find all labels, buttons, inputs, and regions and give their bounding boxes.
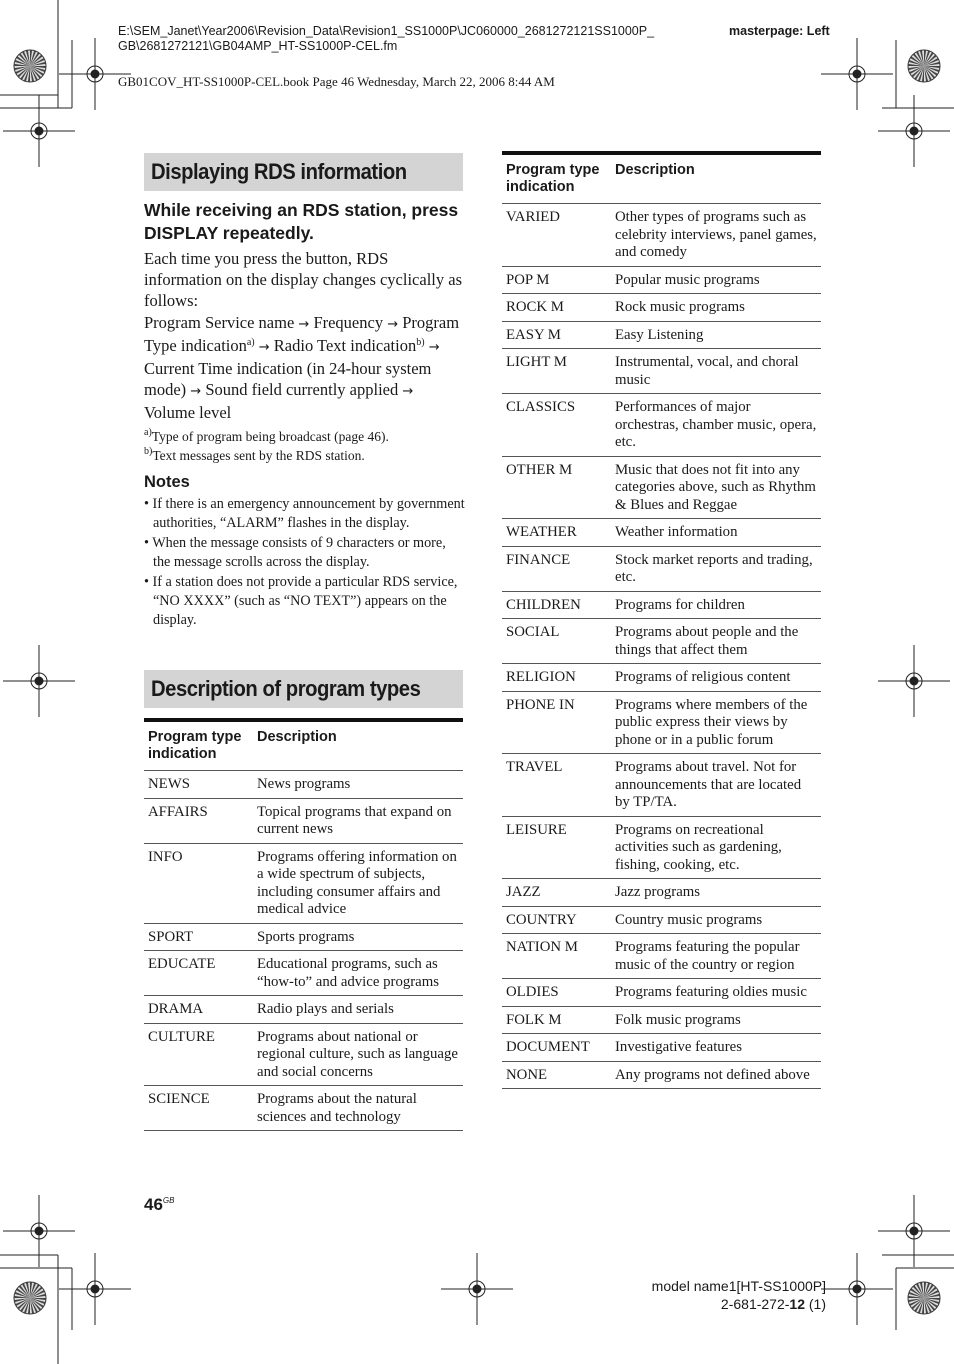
program-type-cell: CHILDREN xyxy=(502,591,611,619)
table-row xyxy=(502,294,821,322)
footnote-a xyxy=(144,427,466,446)
description-cell: Rock music programs xyxy=(611,294,821,322)
program-type-cell: PHONE IN xyxy=(502,691,611,754)
table-header-row xyxy=(144,720,463,771)
notes-list xyxy=(144,495,466,631)
description-cell: Programs about travel. Not for announcements that are located by TP/TA. xyxy=(611,754,821,817)
program-type-cell: POP M xyxy=(502,266,611,294)
file-path xyxy=(118,24,718,54)
arrow-icon: → xyxy=(387,316,399,332)
seq-item: Frequency xyxy=(313,312,384,332)
table-row xyxy=(502,519,821,547)
model-code-suffix: (1) xyxy=(805,1296,826,1312)
masterpage-label: masterpage: Left xyxy=(729,24,830,38)
table-row xyxy=(502,546,821,591)
description-cell: Programs featuring oldies music xyxy=(611,979,821,1007)
program-type-cell: NATION M xyxy=(502,934,611,979)
footnote-b xyxy=(144,446,466,465)
table-row xyxy=(502,816,821,879)
program-type-cell: LEISURE xyxy=(502,816,611,879)
description-cell: Instrumental, vocal, and choral music xyxy=(611,349,821,394)
registration-crosshair-icon xyxy=(821,38,893,110)
description-cell: Folk music programs xyxy=(611,1006,821,1034)
program-type-cell: JAZZ xyxy=(502,879,611,907)
description-cell: Popular music programs xyxy=(611,266,821,294)
model-name: model name1[HT-SS1000P] xyxy=(651,1278,826,1294)
model-code-prefix: 2-681-272- xyxy=(720,1296,790,1312)
table-row xyxy=(502,321,821,349)
footnote-text: Type of program being broadcast (page 46). xyxy=(151,428,389,444)
program-type-cell: TRAVEL xyxy=(502,754,611,817)
table-row xyxy=(502,619,821,664)
description-cell: Educational programs, such as “how-to” and advice programs xyxy=(253,951,463,996)
description-cell: Programs offering information on a wide spectrum of subjects, including consumer affairs and medical advice xyxy=(253,843,463,923)
description-cell: Programs featuring the popular music of the country or region xyxy=(611,934,821,979)
description-cell: Radio plays and serials xyxy=(253,996,463,1024)
program-types-table-right xyxy=(502,151,821,1089)
rds-intro: Each time you press the button, RDS information on the display changes cyclically as follows: xyxy=(144,249,462,311)
note-item: • If there is an emergency announcement by government authorities, “ALARM” flashes in the display. xyxy=(144,496,465,532)
program-type-cell: VARIED xyxy=(502,204,611,267)
program-type-cell: NEWS xyxy=(144,771,253,799)
table-row xyxy=(502,979,821,1007)
description-cell: Programs on recreational activities such as gardening, fishing, cooking, etc. xyxy=(611,816,821,879)
seq-item: Program Type indication xyxy=(144,312,460,355)
registration-crosshair-icon xyxy=(3,645,75,717)
table-row xyxy=(502,754,821,817)
page-number-value: 46 xyxy=(144,1195,163,1214)
note-item: • When the message consists of 9 characters or more, the message scrolls across the display. xyxy=(144,534,446,571)
table-row xyxy=(144,843,463,923)
table-row xyxy=(502,1006,821,1034)
description-cell: Programs about national or regional culture, such as language and social concerns xyxy=(253,1023,463,1086)
description-cell: News programs xyxy=(253,771,463,799)
description-cell: Programs of religious content xyxy=(611,664,821,692)
registration-crosshair-icon xyxy=(878,1195,950,1267)
table-row xyxy=(502,266,821,294)
description-cell: Other types of programs such as celebrity interviews, panel games, and comedy xyxy=(611,204,821,267)
file-path-line1: E:\SEM_Janet\Year2006\Revision_Data\Revision1_SS1000P\JC060000_2681272121SS1000P_ xyxy=(118,24,655,38)
file-path-line2: GB\2681272121\GB04AMP_HT-SS1000P-CEL.fm xyxy=(118,39,398,53)
description-cell: Programs about people and the things that affect them xyxy=(611,619,821,664)
description-cell: Jazz programs xyxy=(611,879,821,907)
table-row xyxy=(502,1034,821,1062)
table-row xyxy=(502,591,821,619)
registration-crosshair-icon xyxy=(878,95,950,167)
program-type-cell: CULTURE xyxy=(144,1023,253,1086)
arrow-icon: → xyxy=(402,384,414,400)
arrow-icon: → xyxy=(298,316,310,332)
table-row xyxy=(144,996,463,1024)
program-type-cell: ROCK M xyxy=(502,294,611,322)
arrow-icon: → xyxy=(428,339,440,355)
color-target-icon xyxy=(14,50,46,82)
description-cell: Music that does not fit into any categories above, such as Rhythm & Blues and Reggae xyxy=(611,456,821,519)
table-row xyxy=(144,771,463,799)
program-type-cell: SOCIAL xyxy=(502,619,611,664)
description-cell: Programs for children xyxy=(611,591,821,619)
footnote-mark: b) xyxy=(144,445,153,457)
description-cell: Country music programs xyxy=(611,906,821,934)
model-info xyxy=(652,1277,826,1313)
description-cell: Performances of major orchestras, chamber music, opera, etc. xyxy=(611,394,821,457)
program-type-cell: EDUCATE xyxy=(144,951,253,996)
page-number xyxy=(144,1195,174,1215)
description-cell: Investigative features xyxy=(611,1034,821,1062)
program-type-cell: OTHER M xyxy=(502,456,611,519)
col-header-description: Description xyxy=(611,153,821,204)
model-code-bold: 12 xyxy=(789,1296,805,1312)
registration-crosshair-icon xyxy=(821,1253,893,1325)
page-number-suffix: GB xyxy=(162,1196,175,1205)
program-type-cell: FINANCE xyxy=(502,546,611,591)
col-header-description: Description xyxy=(253,720,463,771)
arrow-icon: → xyxy=(258,339,270,355)
table-row xyxy=(502,394,821,457)
book-info-line: GB01COV_HT-SS1000P-CEL.book Page 46 Wednesday, March 22, 2006 8:44 AM xyxy=(118,74,555,89)
table-row xyxy=(502,349,821,394)
description-cell: Any programs not defined above xyxy=(611,1061,821,1089)
table-row xyxy=(502,691,821,754)
program-types-table-left xyxy=(144,718,463,1131)
table-row xyxy=(144,1086,463,1131)
footnote-ref: b) xyxy=(416,336,425,348)
registration-crosshair-icon xyxy=(3,95,75,167)
program-type-cell: LIGHT M xyxy=(502,349,611,394)
section-heading-rds-text: Displaying RDS information xyxy=(151,159,407,184)
program-type-cell: OLDIES xyxy=(502,979,611,1007)
notes-title: Notes xyxy=(144,473,190,491)
table-row xyxy=(144,798,463,843)
program-type-cell: INFO xyxy=(144,843,253,923)
table-row xyxy=(144,923,463,951)
registration-crosshair-icon xyxy=(59,1253,131,1325)
note-item: • If a station does not provide a particular RDS service, “NO XXXX” (such as “NO TEXT”) appears on the display. xyxy=(144,573,458,629)
program-type-cell: DOCUMENT xyxy=(502,1034,611,1062)
registration-crosshair-icon xyxy=(441,1253,513,1325)
rds-sequence xyxy=(144,312,466,424)
program-type-cell: DRAMA xyxy=(144,996,253,1024)
section-heading-rds xyxy=(144,153,463,191)
table-row xyxy=(502,204,821,267)
program-type-cell: FOLK M xyxy=(502,1006,611,1034)
col-header-type: Program type indication xyxy=(144,720,253,771)
program-type-cell: WEATHER xyxy=(502,519,611,547)
description-cell: Programs where members of the public express their views by phone or in a public forum xyxy=(611,691,821,754)
seq-item: Radio Text indication xyxy=(273,335,417,355)
arrow-icon: → xyxy=(190,384,202,400)
footnote-mark: a) xyxy=(144,426,152,438)
description-cell: Weather information xyxy=(611,519,821,547)
section-heading-program-types xyxy=(144,670,463,708)
color-target-icon xyxy=(14,1282,46,1314)
model-code xyxy=(652,1295,826,1313)
rds-body xyxy=(144,248,466,465)
seq-item: Sound field currently applied xyxy=(205,380,399,400)
program-type-cell: EASY M xyxy=(502,321,611,349)
registration-crosshair-icon xyxy=(3,1195,75,1267)
color-target-icon xyxy=(908,50,940,82)
program-type-cell: NONE xyxy=(502,1061,611,1089)
program-type-cell: SCIENCE xyxy=(144,1086,253,1131)
section-heading-program-types-text: Description of program types xyxy=(151,676,421,701)
table-header-row xyxy=(502,153,821,204)
description-cell: Programs about the natural sciences and technology xyxy=(253,1086,463,1131)
seq-item: Current Time indication (in 24-hour system mode) xyxy=(144,359,432,400)
program-type-cell: CLASSICS xyxy=(502,394,611,457)
program-type-cell: RELIGION xyxy=(502,664,611,692)
table-row xyxy=(144,1023,463,1086)
instruction-lead: While receiving an RDS station, press DISPLAY repeatedly. xyxy=(144,200,459,243)
description-cell: Easy Listening xyxy=(611,321,821,349)
table-row xyxy=(502,906,821,934)
footnote-ref: a) xyxy=(246,336,255,348)
program-type-cell: SPORT xyxy=(144,923,253,951)
program-type-cell: AFFAIRS xyxy=(144,798,253,843)
col-header-type: Program type indication xyxy=(502,153,611,204)
description-cell: Topical programs that expand on current news xyxy=(253,798,463,843)
seq-item: Volume level xyxy=(144,403,232,423)
registration-crosshair-icon xyxy=(878,645,950,717)
program-type-cell: COUNTRY xyxy=(502,906,611,934)
table-row xyxy=(144,951,463,996)
footnote-text: Text messages sent by the RDS station. xyxy=(152,447,365,463)
table-row xyxy=(502,879,821,907)
description-cell: Stock market reports and trading, etc. xyxy=(611,546,821,591)
color-target-icon xyxy=(908,1282,940,1314)
table-row xyxy=(502,664,821,692)
table-row xyxy=(502,934,821,979)
description-cell: Sports programs xyxy=(253,923,463,951)
seq-item: Program Service name xyxy=(144,312,295,332)
table-row xyxy=(502,456,821,519)
table-row xyxy=(502,1061,821,1089)
